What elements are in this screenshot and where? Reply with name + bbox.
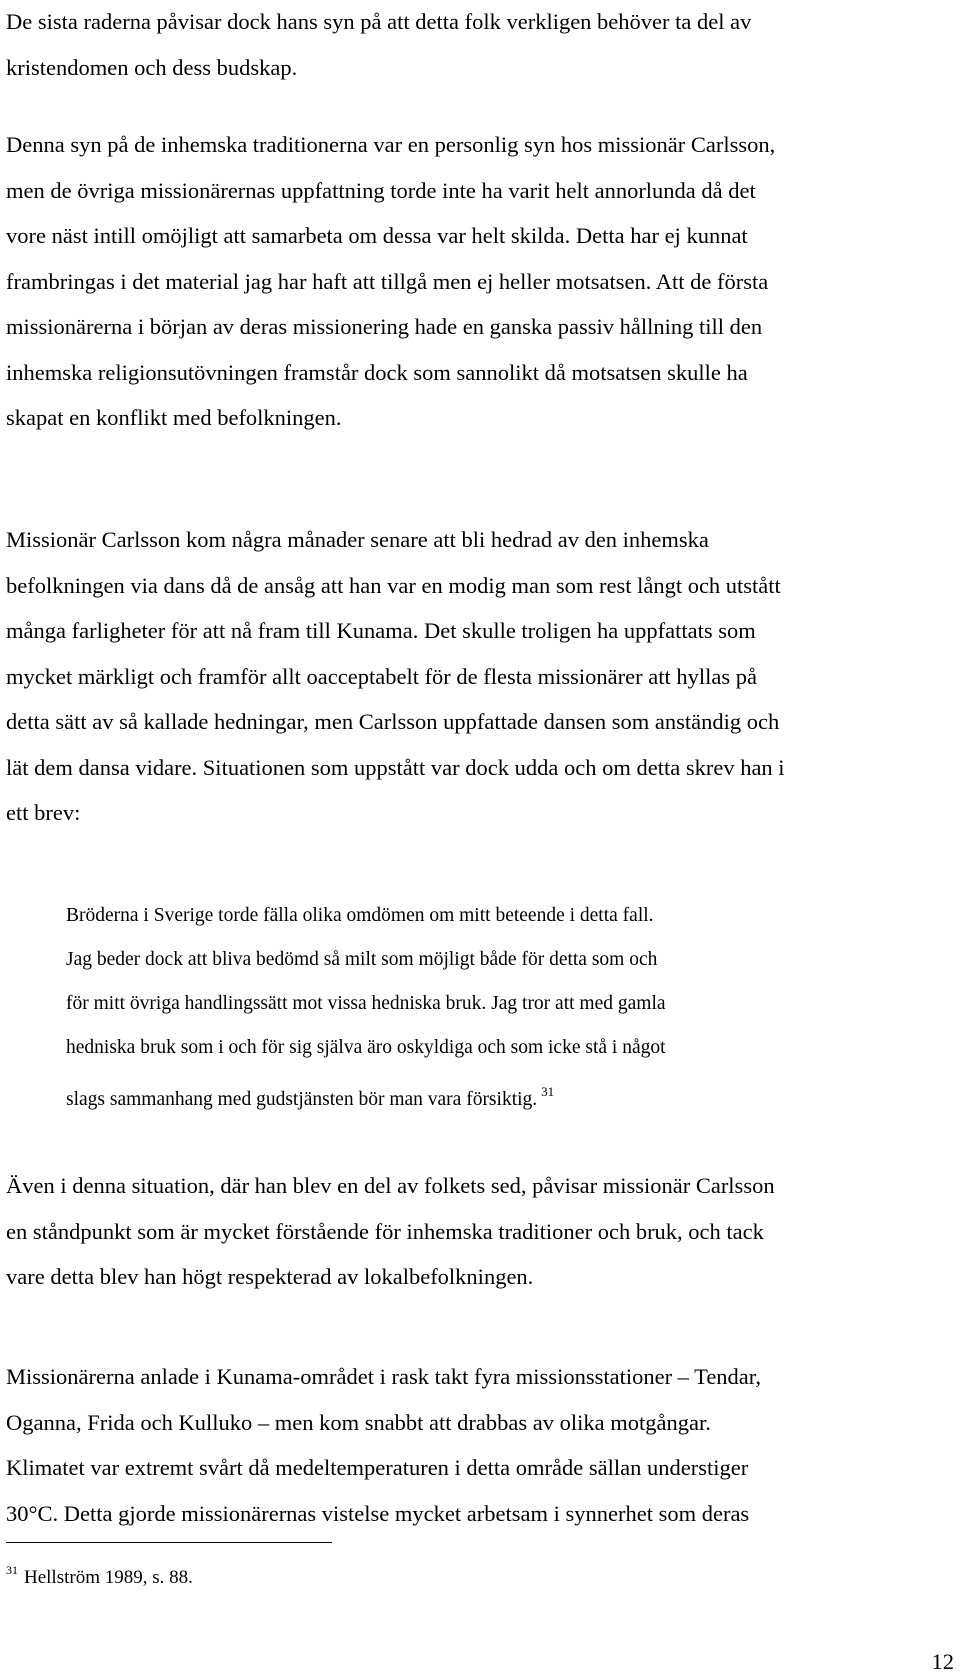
text-line: lät dem dansa vidare. Situationen som uppstått var dock udda och om detta skrev han i (6, 754, 785, 780)
footnote-reference[interactable]: 31 (541, 1084, 555, 1099)
text-line: Missionärerna anlade i Kunama-området i rask takt fyra missionsstationer – Tendar, (6, 1364, 762, 1389)
text-line: frambringas i det material jag har haft att tillgå men ej heller motsatsen. Att de första (6, 268, 769, 294)
text-line: missionärerna i början av deras missionering hade en ganska passiv hållning till den (6, 314, 763, 339)
text-line: Även i denna situation, där han blev en del av folkets sed, påvisar missionär Carlsson (6, 1173, 775, 1198)
quote-last-text: slags sammanhang med gudstjänsten bör man vara försiktig. (66, 1089, 538, 1110)
text-line: men de övriga missionärernas uppfattning torde inte ha varit helt annorlunda då det (6, 177, 756, 203)
footnote (6, 1563, 193, 1589)
text-line: kristendomen och dess budskap. (6, 54, 298, 80)
quote-line: Bröderna i Sverige torde fälla olika omdömen om mitt beteende i detta fall. (66, 905, 654, 926)
text-line: detta sätt av så kallade hedningar, men Carlsson uppfattade dansen som anständig och (6, 709, 780, 734)
text-line: Missionär Carlsson kom några månader senare att bli hedrad av den inhemska (6, 527, 709, 552)
paragraph-5 (6, 1354, 761, 1536)
text-line: Oganna, Frida och Kulluko – men kom snabbt att drabbas av olika motgångar. (6, 1409, 711, 1435)
text-line: Klimatet var extremt svårt då medeltemperaturen i detta område sällan understiger (6, 1455, 749, 1480)
block-quote (66, 894, 666, 1122)
text-line: 30°C. Detta gjorde missionärernas vistelse mycket arbetsam i synnerhet som deras (6, 1500, 750, 1526)
paragraph-3 (6, 517, 785, 836)
footnote-number: 31 (6, 1563, 18, 1577)
text-line: inhemska religionsutövningen framstår dock som sannolikt då motsatsen skulle ha (6, 359, 748, 385)
text-line: skapat en konflikt med befolkningen. (6, 405, 342, 430)
paragraph-1 (6, 0, 751, 90)
text-line: en ståndpunkt som är mycket förstående för inhemska traditioner och bruk, och tack (6, 1218, 764, 1244)
footnote-text: Hellström 1989, s. 88. (24, 1567, 193, 1588)
text-line: vare detta blev han högt respekterad av lokalbefolkningen. (6, 1264, 534, 1289)
paragraph-4 (6, 1163, 775, 1300)
text-line: vore näst intill omöjligt att samarbeta om dessa var helt skilda. Detta har ej kunnat (6, 223, 748, 248)
text-line: Denna syn på de inhemska traditionerna var en personlig syn hos missionär Carlsson, (6, 132, 776, 157)
quote-line: hedniska bruk som i och för sig själva äro oskyldiga och som icke stå i något (66, 1037, 666, 1058)
quote-line: för mitt övriga handlingssätt mot vissa hedniska bruk. Jag tror att med gamla (66, 993, 666, 1014)
text-line: många farligheter för att nå fram till Kunama. Det skulle troligen ha uppfattats som (6, 618, 756, 643)
text-line: befolkningen via dans då de ansåg att han var en modig man som rest långt och utstått (6, 572, 781, 598)
text-line: De sista raderna påvisar dock hans syn på att detta folk verkligen behöver ta del av (6, 9, 752, 34)
quote-line: Jag beder dock att bliva bedömd så milt som möjligt både för detta som och (66, 949, 658, 970)
footnote-separator (6, 1542, 332, 1543)
text-line: ett brev: (6, 800, 81, 825)
page-number: 12 (931, 1649, 954, 1674)
text-line: mycket märkligt och framför allt oacceptabelt för de flesta missionärer att hyllas på (6, 663, 757, 689)
paragraph-2 (6, 122, 775, 441)
quote-line (66, 1070, 666, 1122)
